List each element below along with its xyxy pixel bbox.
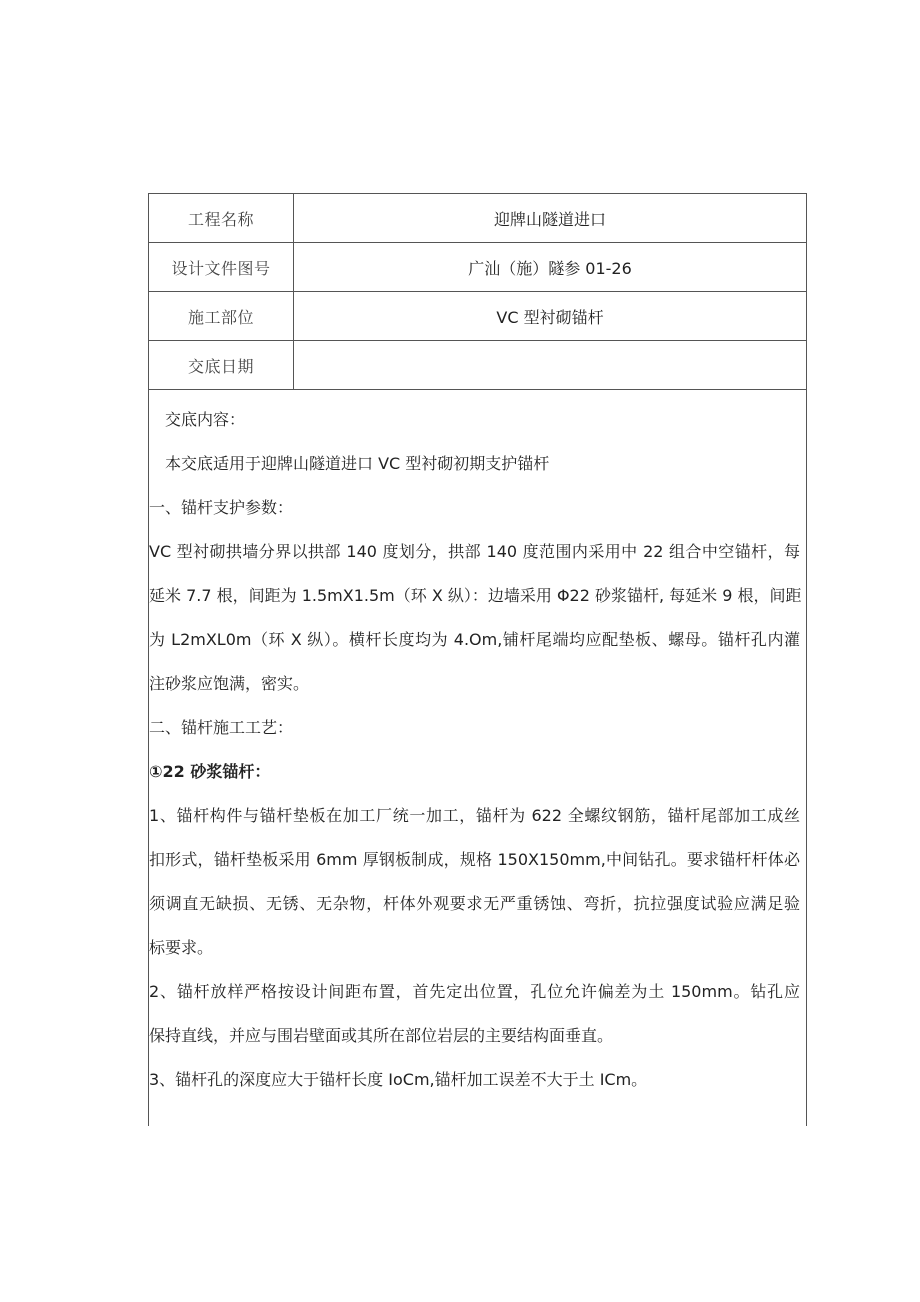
section2-title: 二、锚杆施工工艺： <box>149 718 294 737</box>
intro-text: 本交底适用于迎牌山隧道进口 VC 型衬砌初期支护锚杆 <box>165 454 550 473</box>
section1-line: 延米 7.7 根，间距为 1.5mX1.5m（环 X 纵）：边墙采用 Φ22 砂浆锚杆, 每延米 9 根，间距 <box>149 586 802 605</box>
content-heading: 交底内容： <box>165 410 246 429</box>
section1-title: 一、锚杆支护参数： <box>149 498 294 517</box>
construction-location-label: 施工部位 <box>149 292 294 340</box>
project-name-value: 迎牌山隧道进口 <box>493 209 606 229</box>
item1-line: 标要求。 <box>149 938 214 957</box>
item2-line: 2、锚杆放样严格按设计间距布置，首先定出位置，孔位允许偏差为土 150mm。钻孔应 <box>149 982 800 1001</box>
item1-line: 扣形式，锚杆垫板采用 6mm 厚钢板制成，规格 150X150mm,中间钻孔。要求锚杆杆体必 <box>149 850 800 869</box>
header-row-drawing <box>149 243 806 292</box>
construction-location-value: VC 型衬砌锚杆 <box>496 307 604 327</box>
header-row-location <box>149 292 806 341</box>
header-row-project <box>149 194 806 243</box>
item1-line: 1、锚杆构件与锚杆垫板在加工厂统一加工，锚杆为 622 全螺纹钢筋，锚杆尾部加工成丝 <box>149 806 800 825</box>
section1-line: 为 L2mXL0m（环 X 纵）。横杆长度均为 4.Om,铺杆尾端均应配垫板、螺母。锚杆孔内灌 <box>149 630 800 649</box>
project-name-label: 工程名称 <box>149 194 294 242</box>
disclosure-date-label: 交底日期 <box>149 341 294 389</box>
section1-line: VC 型衬砌拱墙分界以拱部 140 度划分，拱部 140 度范围内采用中 22 组合中空锚杆，每 <box>149 542 800 561</box>
item3-line: 3、锚杆孔的深度应大于锚杆长度 IoCm,锚杆加工误差不大于土 ICm。 <box>149 1070 648 1089</box>
item2-line: 保持直线，并应与围岩壁面或其所在部位岩层的主要结构面垂直。 <box>149 1026 614 1045</box>
disclosure-date-value <box>294 341 806 389</box>
subsection-title: ①22 砂浆锚杆： <box>149 762 271 781</box>
disclosure-sheet <box>148 193 807 1126</box>
section1-line: 注砂浆应饱满，密实。 <box>149 674 310 693</box>
drawing-number-value: 广汕（施）隧参 01-26 <box>468 258 632 278</box>
drawing-number-label: 设计文件图号 <box>149 243 294 291</box>
header-row-date <box>149 341 806 390</box>
item1-line: 须调直无缺损、无锈、无杂物，杆体外观要求无严重锈蚀、弯折，抗拉强度试验应满足验 <box>149 894 800 913</box>
